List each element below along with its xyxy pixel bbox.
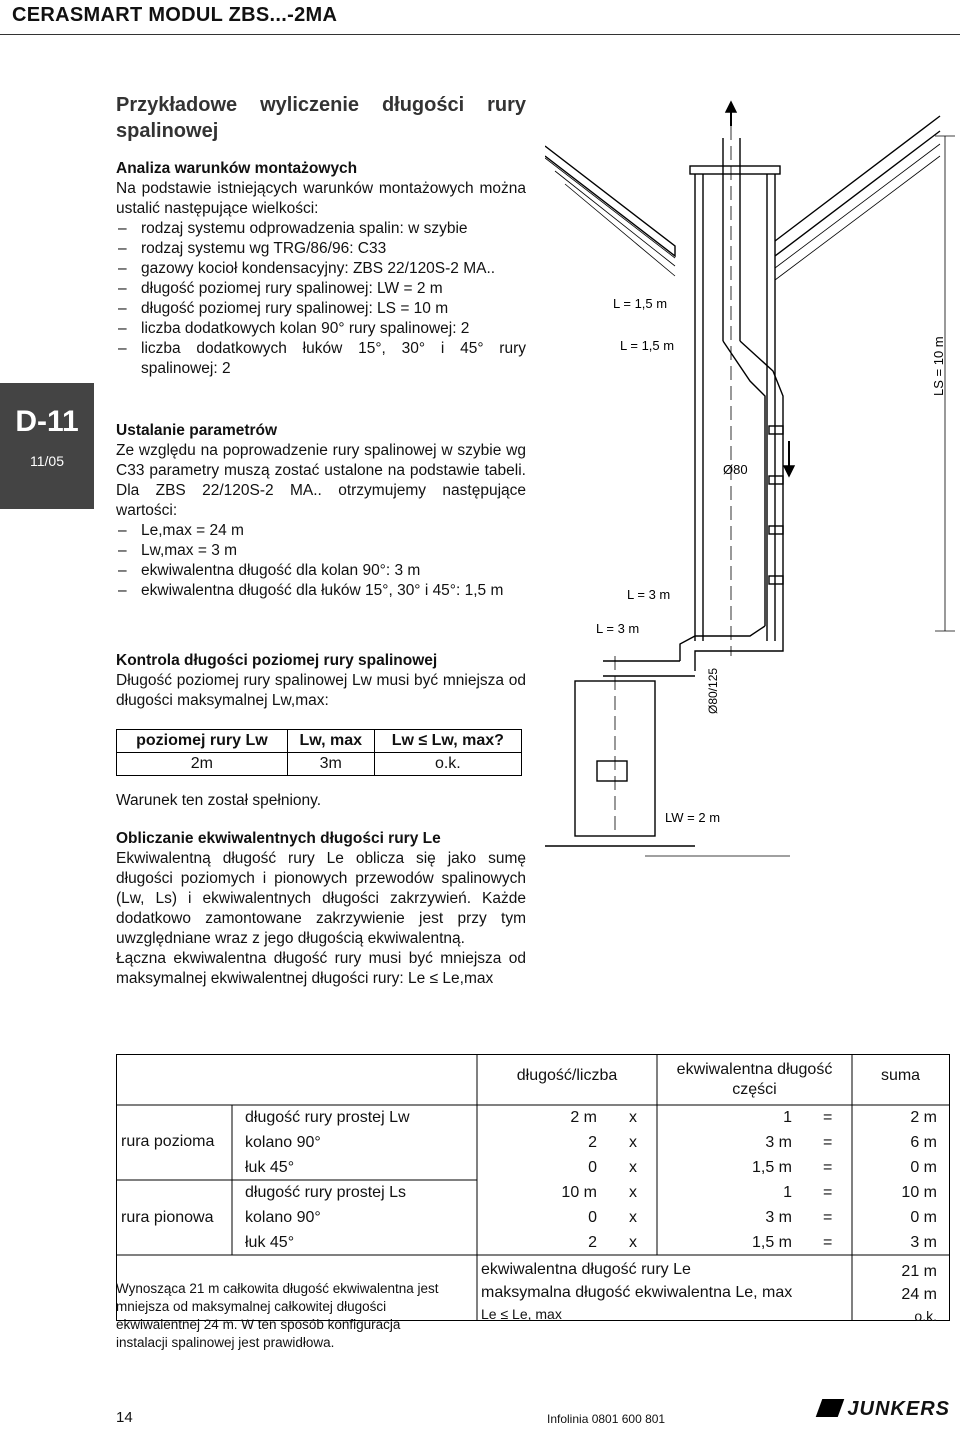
- equiv-text-2: Łączna ekwiwalentna długość rury musi być mniejsza od maksymalnej ekwiwalentnej długości rury: Le ≤ Le,max: [116, 950, 526, 987]
- calc-note: Wynosząca 21 m całkowita długość ekwiwalentna jest mniejsza od maksymalnej całkowitej długości ekwiwalentnej 24 m. W ten sposób konfiguracja instalacji spalinowej jest prawidłowa.: [116, 1281, 439, 1350]
- diameter-label-rotated: Ø80/125: [706, 667, 720, 714]
- header-rule: [0, 34, 960, 35]
- analysis-heading: Analiza warunków montażowych: [116, 160, 358, 177]
- group-label: rura pionowa: [121, 1209, 214, 1226]
- analysis-intro: Na podstawie istniejących warunków montażowych można ustalić następujące wielkości:: [116, 180, 526, 217]
- row-x: x: [629, 1159, 637, 1176]
- params-item: – Le,max = 24 m: [116, 521, 526, 541]
- calc-header-qty: długość/liczba: [516, 1067, 618, 1084]
- logo-icon: [816, 1399, 845, 1417]
- row-x: x: [629, 1109, 637, 1126]
- group-label: rura pozioma: [121, 1133, 215, 1150]
- control-text: Długość poziomej rury spalinowej Lw musi być mniejsza od długości maksymalnej Lw,max:: [116, 672, 526, 709]
- row-eq: 3 m: [765, 1209, 792, 1226]
- params-item: – ekwiwalentna długość dla kolan 90°: 3 m: [116, 561, 526, 581]
- row-x: x: [629, 1134, 637, 1151]
- calc-header-sum: suma: [880, 1067, 921, 1084]
- row-eq: 3 m: [765, 1134, 792, 1151]
- total-label: Le ≤ Le, max: [481, 1306, 562, 1322]
- lw-label: LW = 2 m: [665, 810, 721, 825]
- params-item: – ekwiwalentna długość dla łuków 15°, 30° i 45°: 1,5 m: [116, 581, 526, 601]
- row-x: x: [629, 1209, 637, 1226]
- row-equals: =: [823, 1234, 833, 1251]
- row-equals: =: [823, 1109, 833, 1126]
- row-eq: 1: [783, 1184, 792, 1201]
- roof-right: [775, 116, 940, 241]
- section-code: D-11: [15, 405, 79, 438]
- row-sum: 0 m: [910, 1159, 937, 1176]
- row-sum: 10 m: [901, 1184, 937, 1201]
- params-intro: Ze względu na poprowadzenie rury spalinowej w szybie wg C33 parametry muszą zostać ustalone na podstawie tabeli. Dla ZBS 22/120S-2 MA.. otrzymujemy następujące wartości:: [116, 442, 526, 519]
- section-title: [116, 92, 526, 144]
- row-label: łuk 45°: [245, 1234, 295, 1251]
- row-sum: 0 m: [910, 1209, 937, 1226]
- analysis-item: – długość poziomej rury spalinowej: LW = 2 m: [116, 279, 526, 299]
- row-qty: 2: [588, 1234, 597, 1251]
- table-header-cell: Lw ≤ Lw, max?: [374, 730, 521, 753]
- analysis-item: – długość poziomej rury spalinowej: LS = 10 m: [116, 299, 526, 319]
- flue-diagram: [545, 96, 960, 866]
- row-qty: 10 m: [561, 1184, 597, 1201]
- row-label: kolano 90°: [245, 1209, 321, 1226]
- table-header-cell: Lw, max: [287, 730, 374, 753]
- equiv-block: [116, 829, 526, 989]
- dim-label: L = 1,5 m: [620, 338, 675, 353]
- total-label: maksymalna długość ekwiwalentna Le, max: [481, 1284, 793, 1301]
- row-label: kolano 90°: [245, 1134, 321, 1151]
- row-sum: 2 m: [910, 1109, 937, 1126]
- equiv-text: Ekwiwalentną długość rury Le oblicza się jako sumę długości poziomych i pionowych przewodów spalinowych (Lw, Ls) i ekwiwalentnych długości zakrzywień. Każde dodatkowo zamontowane zakrzywienie jest przy tym uwzględniane wraz z jego długością ekwiwalentną.: [116, 850, 526, 947]
- analysis-item: – liczba dodatkowych łuków 15°, 30° i 45° rury spalinowej: 2: [116, 339, 526, 379]
- table-header-cell: poziomej rury Lw: [117, 730, 288, 753]
- analysis-block: [116, 159, 526, 379]
- control-table: [116, 729, 522, 776]
- row-x: x: [629, 1184, 637, 1201]
- total-value: o.k.: [914, 1308, 937, 1324]
- diameter-label: Ø80: [723, 462, 748, 477]
- calc-header-equiv: ekwiwalentna długość części: [676, 1061, 833, 1098]
- control-result: Warunek ten został spełniony.: [116, 792, 322, 809]
- analysis-item: – rodzaj systemu odprowadzenia spalin: w szybie: [116, 219, 526, 239]
- params-item: – Lw,max = 3 m: [116, 541, 526, 561]
- dim-label: L = 3 m: [627, 587, 671, 602]
- dim-label: L = 1,5 m: [613, 296, 668, 311]
- row-equals: =: [823, 1184, 833, 1201]
- section-title-line-2: spalinowej: [116, 120, 219, 142]
- row-label: długość rury prostej Lw: [245, 1109, 410, 1126]
- row-x: x: [629, 1234, 637, 1251]
- row-sum: 6 m: [910, 1134, 937, 1151]
- dim-label: L = 3 m: [596, 621, 640, 636]
- row-eq: 1: [783, 1109, 792, 1126]
- row-equals: =: [823, 1134, 833, 1151]
- table-cell: o.k.: [374, 753, 521, 776]
- control-heading: Kontrola długości poziomej rury spalinowej: [116, 652, 438, 669]
- table-cell: 2m: [117, 753, 288, 776]
- row-eq: 1,5 m: [751, 1234, 792, 1251]
- total-value: 24 m: [901, 1286, 937, 1303]
- hotline: Infolinia 0801 600 801: [547, 1412, 666, 1426]
- params-heading: Ustalanie parametrów: [116, 422, 278, 439]
- page-number: 14: [116, 1409, 133, 1426]
- table-cell: 3m: [287, 753, 374, 776]
- control-block: [116, 651, 526, 711]
- brand-name: JUNKERS: [847, 1398, 950, 1420]
- analysis-item: – rodzaj systemu wg TRG/86/96: C33: [116, 239, 526, 259]
- row-qty: 0: [588, 1209, 597, 1226]
- analysis-item: – gazowy kocioł kondensacyjny: ZBS 22/120S-2 MA..: [116, 259, 526, 279]
- row-qty: 2: [588, 1134, 597, 1151]
- row-equals: =: [823, 1209, 833, 1226]
- row-qty: 0: [588, 1159, 597, 1176]
- analysis-item: – liczba dodatkowych kolan 90° rury spalinowej: 2: [116, 319, 526, 339]
- section-title-line-1: Przykładowe wyliczenie długości rury: [116, 94, 526, 116]
- row-qty: 2 m: [570, 1109, 597, 1126]
- equiv-heading: Obliczanie ekwiwalentnych długości rury Le: [116, 830, 441, 847]
- row-label: łuk 45°: [245, 1159, 295, 1176]
- roof-left: [545, 146, 675, 256]
- params-block: [116, 421, 526, 601]
- total-label: ekwiwalentna długość rury Le: [481, 1261, 691, 1278]
- document-header-title: CERASMART MODUL ZBS...-2MA: [12, 4, 338, 26]
- section-tab: [0, 383, 94, 509]
- section-date: 11/05: [30, 453, 64, 469]
- row-label: długość rury prostej Ls: [245, 1184, 406, 1201]
- row-equals: =: [823, 1159, 833, 1176]
- table-row: [117, 753, 522, 776]
- total-value: 21 m: [901, 1263, 937, 1280]
- ls-label: LS = 10 m: [931, 336, 946, 396]
- brand-logo: [819, 1398, 950, 1421]
- row-eq: 1,5 m: [751, 1159, 792, 1176]
- table-row: [117, 730, 522, 753]
- row-sum: 3 m: [910, 1234, 937, 1251]
